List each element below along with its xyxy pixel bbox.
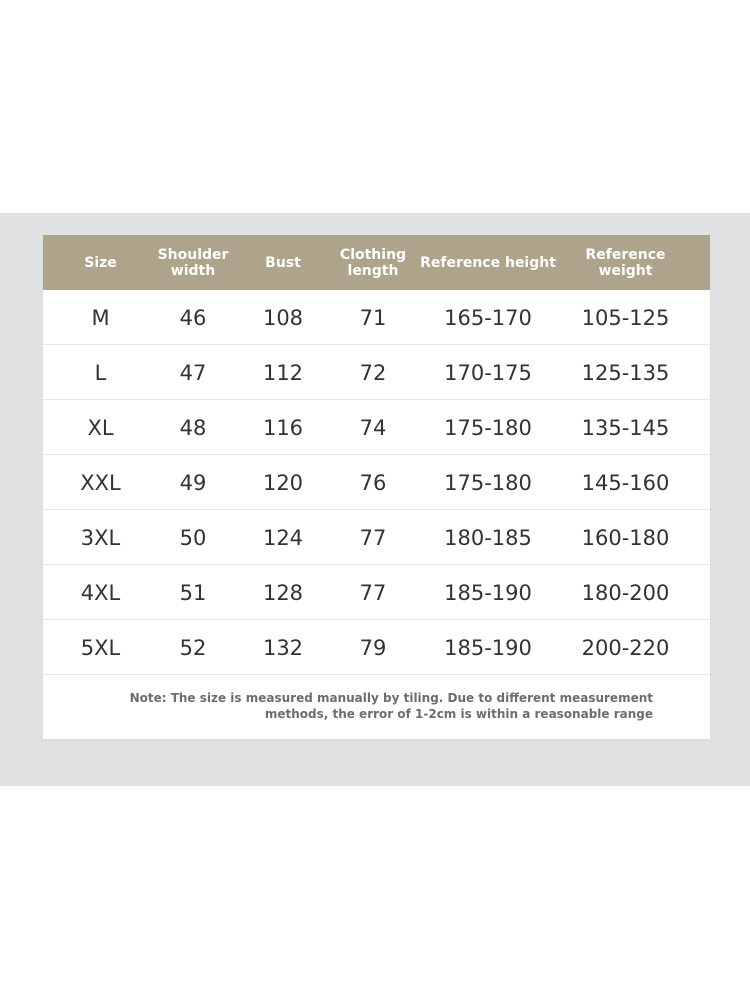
cell-bust: 132: [262, 635, 304, 660]
cell-size: XXL: [80, 470, 121, 495]
header-shoulder-width: Shoulder width: [157, 246, 229, 279]
cell-bust: 116: [262, 415, 304, 440]
cell-reference-weight: 105-125: [581, 305, 670, 330]
cell-shoulder-width: 47: [179, 360, 207, 385]
cell-shoulder-width: 48: [179, 415, 207, 440]
table-row: [43, 620, 710, 675]
cell-bust: 112: [262, 360, 304, 385]
cell-size: 4XL: [80, 580, 121, 605]
cell-shoulder-width: 51: [179, 580, 207, 605]
cell-reference-height: 165-170: [444, 305, 532, 330]
cell-size: M: [91, 305, 110, 330]
cell-shoulder-width: 49: [179, 470, 207, 495]
cell-clothing-length: 74: [359, 415, 387, 440]
cell-reference-weight: 135-145: [581, 415, 670, 440]
cell-reference-height: 175-180: [444, 415, 532, 440]
cell-reference-weight: 125-135: [581, 360, 670, 385]
cell-size: XL: [87, 415, 114, 440]
cell-bust: 120: [262, 470, 304, 495]
cell-clothing-length: 77: [359, 525, 387, 550]
cell-reference-weight: 200-220: [581, 635, 670, 660]
header-size: Size: [84, 254, 117, 271]
cell-clothing-length: 76: [359, 470, 387, 495]
table-row: [43, 400, 710, 455]
cell-clothing-length: 79: [359, 635, 387, 660]
cell-clothing-length: 77: [359, 580, 387, 605]
cell-clothing-length: 71: [359, 305, 387, 330]
cell-shoulder-width: 52: [179, 635, 207, 660]
table-row: [43, 565, 710, 620]
header-reference-weight: Reference weight: [585, 246, 666, 279]
table-header: [43, 235, 710, 290]
size-chart: [43, 235, 710, 739]
table-row: [43, 290, 710, 345]
cell-size: 5XL: [80, 635, 121, 660]
header-bust: Bust: [265, 254, 301, 271]
header-reference-height: Reference height: [420, 254, 556, 271]
table-row: [43, 455, 710, 510]
cell-size: L: [94, 360, 107, 385]
measurement-note: Note: The size is measured manually by tiling. Due to different measurement methods, the error of 1-2cm is within a reasonable range: [129, 691, 653, 721]
cell-size: 3XL: [80, 525, 121, 550]
cell-reference-height: 180-185: [444, 525, 532, 550]
cell-bust: 124: [262, 525, 304, 550]
cell-reference-height: 185-190: [444, 635, 532, 660]
header-clothing-length: Clothing length: [339, 246, 407, 279]
cell-clothing-length: 72: [359, 360, 387, 385]
cell-bust: 108: [262, 305, 304, 330]
cell-reference-height: 175-180: [444, 470, 532, 495]
cell-reference-height: 170-175: [444, 360, 532, 385]
table-row: [43, 510, 710, 565]
cell-shoulder-width: 46: [179, 305, 207, 330]
table-row: [43, 345, 710, 400]
cell-reference-weight: 180-200: [581, 580, 670, 605]
cell-reference-weight: 160-180: [581, 525, 670, 550]
cell-reference-weight: 145-160: [581, 470, 670, 495]
cell-shoulder-width: 50: [179, 525, 207, 550]
cell-reference-height: 185-190: [444, 580, 532, 605]
cell-bust: 128: [262, 580, 304, 605]
